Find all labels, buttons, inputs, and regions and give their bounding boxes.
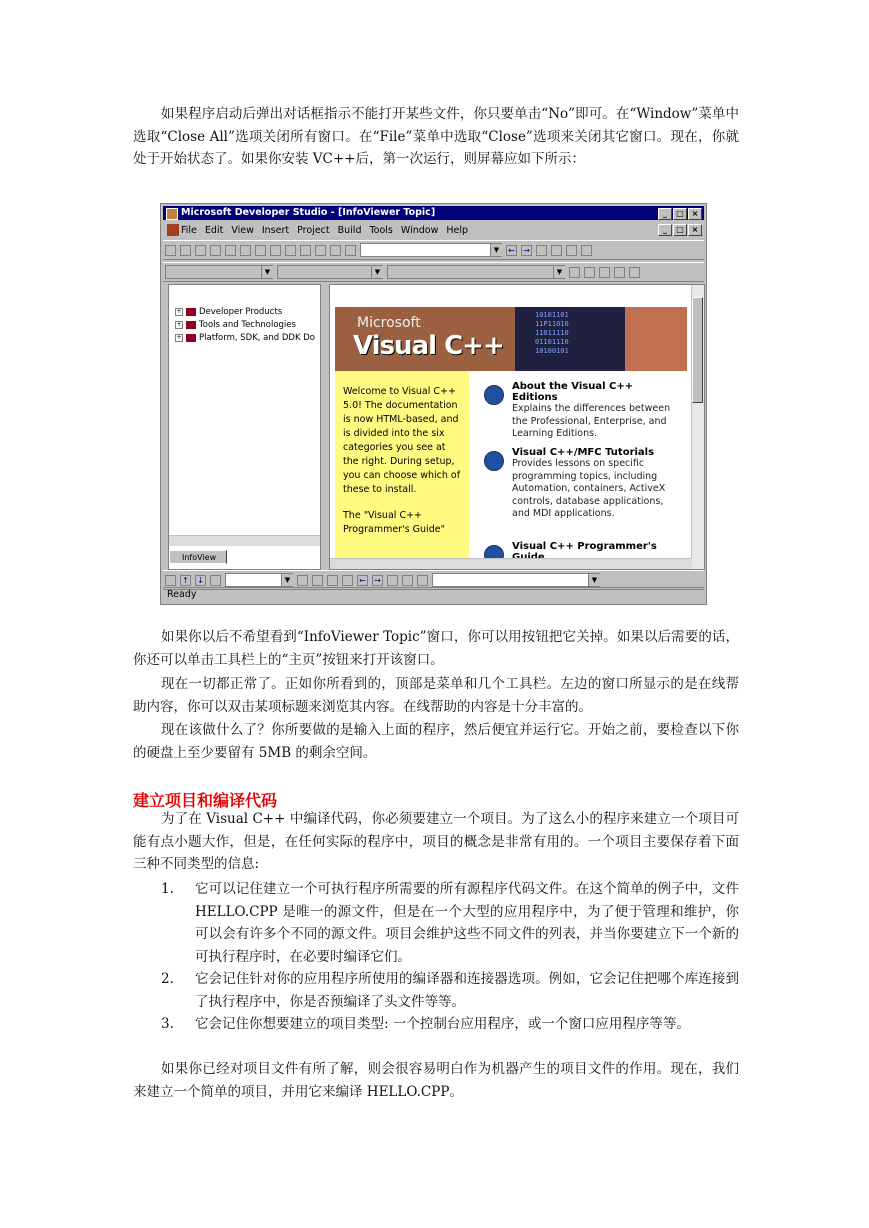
search-icon[interactable]: [581, 245, 592, 256]
menu-file[interactable]: File: [181, 224, 197, 236]
visual-cpp-banner: [335, 307, 687, 371]
menu-build[interactable]: Build: [337, 224, 362, 236]
globe-icon: [484, 385, 504, 405]
down-arrow-icon[interactable]: ↓: [195, 575, 206, 586]
section-heading: 建立项目和编译代码: [133, 791, 278, 810]
build-icon[interactable]: [584, 267, 595, 278]
paste-icon[interactable]: [255, 245, 266, 256]
back-arrow-icon[interactable]: ←: [506, 245, 517, 256]
undo-icon[interactable]: [270, 245, 281, 256]
menu-edit[interactable]: Edit: [204, 224, 224, 236]
feature-editions[interactable]: About the Visual C++ Editions Explains the differences between the Professional, Enterprise, and Learning Editions.: [478, 381, 678, 441]
banner-microsoft: Microsoft: [357, 315, 421, 331]
find-combo[interactable]: ▼: [360, 243, 502, 257]
tree-item-tools-technologies[interactable]: + Tools and Technologies: [176, 320, 296, 330]
members-combo[interactable]: ▼: [387, 265, 565, 279]
stop-icon[interactable]: [387, 575, 398, 586]
mdi-close-icon[interactable]: ×: [688, 224, 702, 236]
developer-studio-screenshot: [160, 203, 707, 605]
search-icon[interactable]: [297, 575, 308, 586]
refresh-icon[interactable]: [551, 245, 562, 256]
book-icon: [186, 308, 196, 316]
overview-paragraph: 现在一切都正常了。正如你所看到的，顶部是菜单和几个工具栏。左边的窗口所显示的是在线帮助内容，你可以双击某项标题来浏览其内容。在线帮助的内容是十分丰富的。: [133, 676, 739, 715]
run-icon[interactable]: [614, 267, 625, 278]
refresh-icon[interactable]: [402, 575, 413, 586]
welcome-panel: [335, 371, 469, 561]
find-in-files-icon[interactable]: [345, 245, 356, 256]
menu-bar: [163, 222, 704, 238]
feature-tutorials[interactable]: Visual C++/MFC Tutorials Provides lessons on specific programming topics, including Automation, containers, ActiveX controls, database applications, and MDI applications.: [478, 447, 678, 521]
content-vscrollbar[interactable]: [691, 285, 704, 569]
binary-decoration: 10101101 11P11010 11011110 01101110 10100101: [535, 311, 569, 355]
standard-toolbar: [163, 240, 704, 260]
search-results-icon[interactable]: [312, 575, 323, 586]
mdi-restore-icon[interactable]: □: [673, 224, 687, 236]
menu-help[interactable]: Help: [446, 224, 469, 236]
tab-infoview[interactable]: InfoView: [169, 550, 227, 564]
tree-item-platform-sdk[interactable]: + Platform, SDK, and DDK Do: [176, 333, 315, 343]
breakpoint-icon[interactable]: [629, 267, 640, 278]
project-info-list: [133, 878, 739, 1036]
up-arrow-icon[interactable]: ↑: [180, 575, 191, 586]
output-icon[interactable]: [315, 245, 326, 256]
menu-window[interactable]: Window: [400, 224, 439, 236]
disk-space-paragraph: 现在该做什么了？你所要做的是输入上面的程序，然后便宜并运行它。开始之前，要检查以下你的硬盘上至少要留有 5MB 的剩余空间。: [133, 722, 739, 761]
open-folder-icon[interactable]: [180, 245, 191, 256]
wizard-icon[interactable]: [569, 267, 580, 278]
intro-paragraph: 如果程序启动后弹出对话框指示不能打开某些文件，你只要单击“No”即可。在“Window”菜单中选取“Close All”选项关闭所有窗口。在“File”菜单中选取“Close”选项来关闭其它窗口。现在，你就处于开始状态了。如果你安装 VC++后，第一次运行，则屏幕应如下所示：: [133, 106, 739, 167]
url-combo[interactable]: ▼: [432, 573, 600, 587]
windows-icon[interactable]: [330, 245, 341, 256]
menu-project[interactable]: Project: [297, 224, 330, 236]
redo-icon[interactable]: [285, 245, 296, 256]
banner-visual-cpp: Visual C++: [353, 331, 504, 361]
bookmark-icon[interactable]: [210, 575, 221, 586]
tree-item-developer-products[interactable]: + Developer Products: [176, 307, 283, 317]
forward-arrow-icon[interactable]: →: [372, 575, 383, 586]
infoviewer-topic: [329, 284, 705, 570]
book-icon: [186, 334, 196, 342]
menu-view[interactable]: View: [231, 224, 254, 236]
project-intro-paragraph: 为了在 Visual C++ 中编译代码，你必须要建立一个项目。为了这么小的程序来建立一个项目可能有点小题大作，但是，在任何实际的程序中，项目的概念是非常有用的。一个项目主要保存着下面三种不同类型的信息:: [133, 811, 739, 872]
next-topic-icon[interactable]: [342, 575, 353, 586]
stop-icon[interactable]: [536, 245, 547, 256]
infoview-tree: [168, 284, 321, 570]
subset-combo[interactable]: ▼: [225, 573, 293, 587]
welcome-guide-text: The "Visual C++ Programmer's Guide": [343, 510, 445, 535]
list-item: 1. 它可以记住建立一个可执行程序所需要的所有源程序代码文件。在这个简单的例子中，文件 HELLO.CPP 是唯一的源文件，但是在一个大型的应用程序中，为了便于管理和维护，你可以会有许多个不同的源文件。项目会维护这些不同文件的列表，并当你要建立下一个新的可执行程序时，在必要时编译它们。: [161, 881, 739, 965]
status-bar: Ready: [163, 587, 704, 602]
sync-contents-icon[interactable]: [165, 575, 176, 586]
app-icon: [166, 208, 178, 220]
compile-icon[interactable]: [599, 267, 610, 278]
copy-icon[interactable]: [240, 245, 251, 256]
infoviewer-paragraph: 如果你以后不希望看到“InfoViewer Topic”窗口，你可以用按钮把它关掉。如果以后需要的话，你还可以单击工具栏上的“主页”按钮来打开该窗口。: [133, 629, 739, 668]
mdi-minimize-icon[interactable]: _: [658, 224, 672, 236]
wizard-toolbar: [163, 262, 704, 282]
new-file-icon[interactable]: [165, 245, 176, 256]
save-icon[interactable]: [195, 245, 206, 256]
list-item: 2. 它会记住针对你的应用程序所使用的编译器和连接器选项。例如，它会记住把哪个库连接到了执行程序中，你是否预编译了头文件等等。: [161, 971, 739, 1010]
maximize-icon[interactable]: □: [673, 208, 687, 220]
window-title: Microsoft Developer Studio - [InfoViewer Topic]: [181, 207, 436, 218]
minimize-icon[interactable]: _: [658, 208, 672, 220]
feature-programmers-guide[interactable]: Visual C++ Programmer's: [478, 541, 678, 563]
book-icon: [186, 321, 196, 329]
list-item: 3. 它会记住你想要建立的项目类型: 一个控制台应用程序，或一个窗口应用程序等等。: [161, 1016, 690, 1032]
content-hscrollbar[interactable]: [330, 558, 692, 569]
tree-hscrollbar[interactable]: [169, 535, 320, 546]
previous-topic-icon[interactable]: [327, 575, 338, 586]
back-arrow-icon[interactable]: ←: [357, 575, 368, 586]
menu-tools[interactable]: Tools: [369, 224, 393, 236]
filter-combo[interactable]: ▼: [277, 265, 383, 279]
document-icon: [167, 224, 179, 236]
menu-insert[interactable]: Insert: [261, 224, 290, 236]
forward-arrow-icon[interactable]: →: [521, 245, 532, 256]
closing-paragraph: 如果你已经对项目文件有所了解，则会很容易明白作为机器产生的项目文件的作用。现在，我们来建立一个简单的项目，并用它来编译 HELLO.CPP。: [133, 1061, 739, 1100]
globe-icon: [484, 451, 504, 471]
cut-icon[interactable]: [225, 245, 236, 256]
home-icon[interactable]: [417, 575, 428, 586]
workspace-icon[interactable]: [300, 245, 311, 256]
welcome-text: Welcome to Visual C++ 5.0! The documentation is now HTML-based, and is divided into the six categories you see at the right. During setup, you can choose which of these to install.: [343, 386, 461, 495]
save-all-icon[interactable]: [210, 245, 221, 256]
class-combo[interactable]: ▼: [165, 265, 273, 279]
home-icon[interactable]: [566, 245, 577, 256]
window-titlebar: [163, 206, 704, 220]
close-icon[interactable]: ×: [688, 208, 702, 220]
